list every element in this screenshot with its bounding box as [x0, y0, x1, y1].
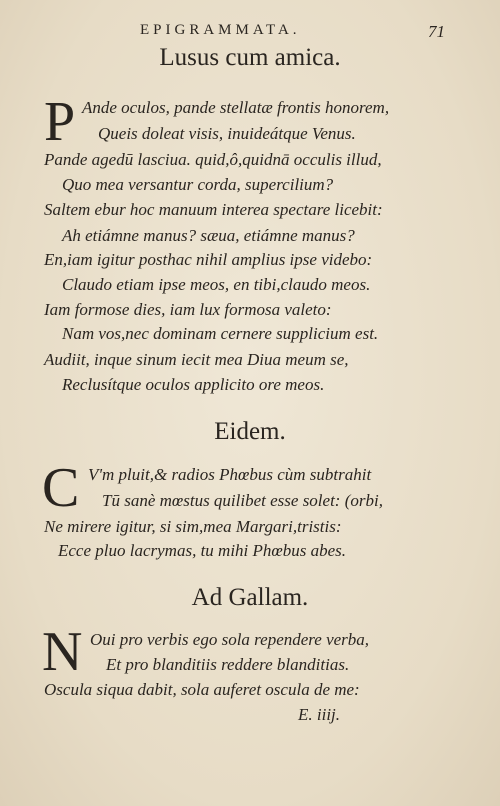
poem-title-ad-gallam: Ad Gallam.: [191, 584, 309, 611]
running-head: EPIGRAMMATA.: [140, 22, 301, 38]
drop-cap-c: C: [42, 457, 80, 519]
verse-line: Saltem ebur hoc manuum interea spectare licebit:: [44, 200, 383, 219]
verse-line: Ah etiámne manus? sæua, etiámne manus?: [62, 226, 355, 245]
poem-title-lusus: Lusus cum amica.: [159, 44, 341, 71]
verse-line: Audiit, inque sinum iecit mea Diua meum se,: [44, 350, 349, 369]
signature-mark: E. iiij.: [298, 705, 341, 724]
verse-line: Oui pro verbis ego sola rependere verba,: [90, 630, 370, 649]
verse-line: Ecce pluo lacrymas, tu mihi Phœbus abes.: [58, 541, 347, 560]
verse-line: Queis doleat visis, inuideátque Venus.: [98, 124, 356, 143]
poem-title-eidem: Eidem.: [214, 418, 286, 445]
drop-cap-n: N: [42, 621, 83, 683]
drop-cap-p: P: [44, 91, 76, 153]
verse-line: Et pro blanditiis reddere blanditias.: [106, 655, 350, 674]
page-number: 71: [428, 22, 445, 41]
verse-line: Pande agedū lasciua. quid,ô,quidnā occulis illud,: [44, 150, 382, 169]
verse-line: V'm pluit,& radios Phœbus cùm subtrahit: [88, 465, 372, 484]
verse-line: Ande oculos, pande stellatæ frontis honorem,: [82, 98, 390, 117]
verse-line: Tū sanè mœstus quilibet esse solet: (orbi,: [102, 491, 383, 510]
verse-line: Nam vos,nec dominam cernere supplicium est.: [62, 324, 379, 343]
verse-line: Reclusítque oculos applicito ore meos.: [62, 375, 325, 394]
verse-line: Iam formose dies, iam lux formosa valeto:: [44, 300, 332, 319]
verse-line: Quo mea versantur corda, supercilium?: [62, 175, 334, 194]
verse-line: Claudo etiam ipse meos, en tibi,claudo meos.: [62, 275, 371, 294]
verse-line: Oscula siqua dabit, sola auferet oscula de me:: [44, 680, 360, 699]
verse-line: Ne mirere igitur, si sim,mea Margari,tristis:: [44, 517, 342, 536]
verse-line: En,iam igitur posthac nihil amplius ipse videbo:: [44, 250, 373, 269]
